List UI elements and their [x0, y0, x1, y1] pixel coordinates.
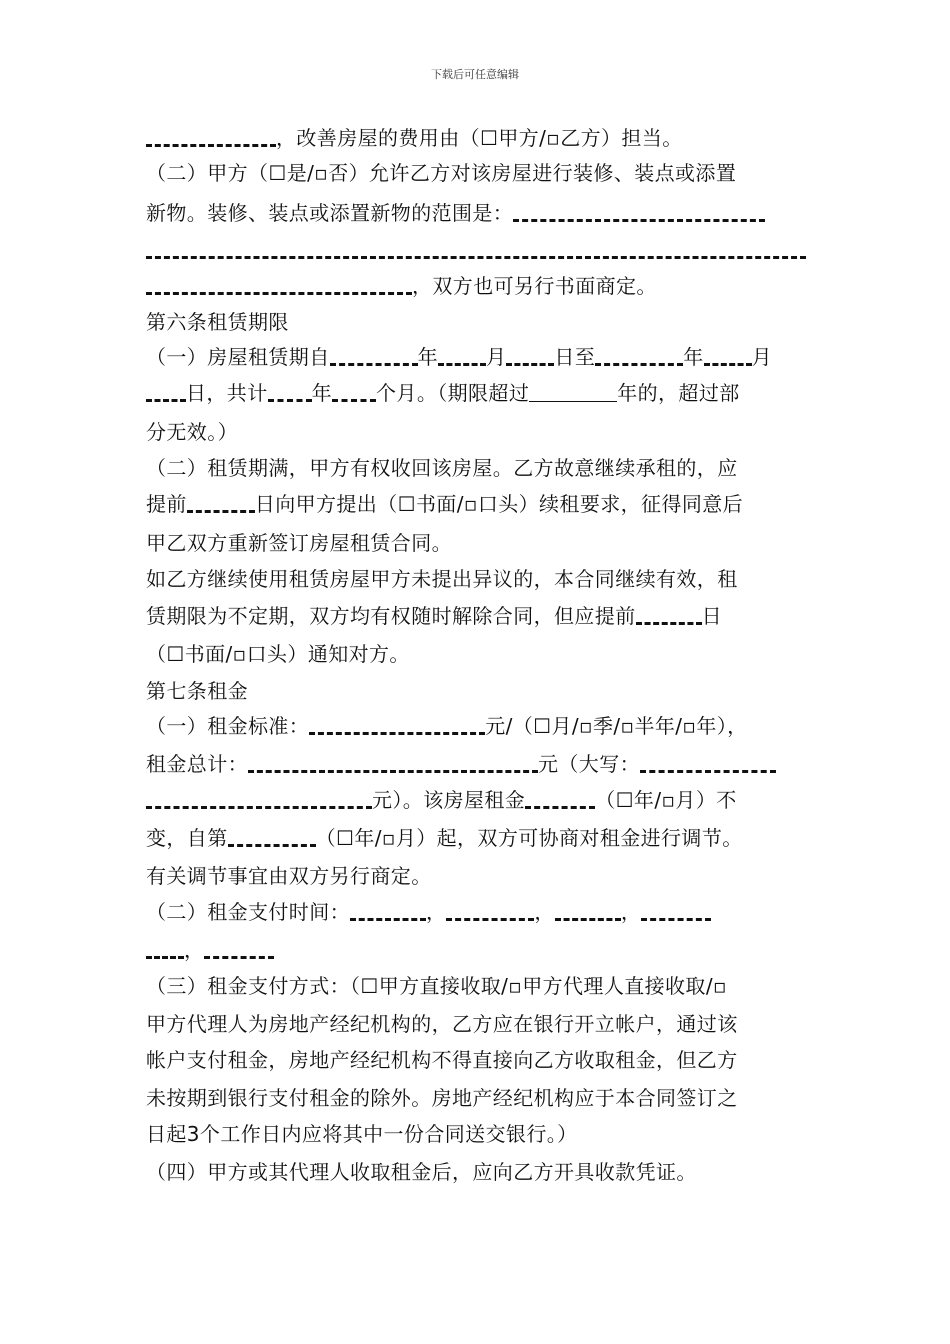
blank-underline: [640, 752, 776, 776]
text-line: 帐户支付租金，房地产经纪机构不得直接向乙方收取租金，但乙方: [146, 1048, 738, 1072]
blank-underline: [248, 752, 538, 776]
text-line: （一）租金标准： 元/（☐月/▫季/▫半年/▫年），: [146, 714, 748, 738]
text-line: 新物。装修、装点或添置新物的范围是：: [146, 201, 765, 225]
text-line: 赁期限为不定期，双方均有权随时解除合同，但应提前 日: [146, 604, 723, 628]
text-line: 分无效。）: [146, 420, 238, 444]
blank-underline: [309, 714, 485, 738]
text-line: （一）房屋租赁期自 年 月 日至 年 月: [146, 345, 773, 369]
blank-underline: [525, 788, 595, 812]
section-heading: 第七条租金: [146, 679, 248, 703]
blank-line: [146, 238, 806, 262]
blank-underline: [529, 381, 617, 405]
text-line: （二）甲方（☐是/▫否）允许乙方对该房屋进行装修、装点或添置: [146, 161, 737, 185]
blank-underline: [513, 201, 765, 225]
section-heading: 第六条租赁期限: [146, 310, 289, 334]
blank-underline: [146, 274, 412, 298]
text-line: 如乙方继续使用租赁房屋甲方未提出异议的，本合同继续有效，租: [146, 567, 738, 591]
text-line: 变，自第 （☐年/▫月）起，双方可协商对租金进行调节。: [146, 826, 743, 850]
blank-underline: [555, 900, 621, 924]
blank-underline: [704, 345, 752, 369]
blank-underline: [146, 238, 806, 262]
text-line: ，: [146, 938, 274, 962]
blank-underline: [641, 900, 711, 924]
text-line: （☐书面/▫口头）通知对方。: [146, 642, 410, 666]
blank-underline: [446, 900, 534, 924]
text-line: 未按期到银行支付租金的除外。房地产经纪机构应于本合同签订之: [146, 1086, 738, 1110]
text-line: 元）。该房屋租金 （☐年/▫月）不: [146, 788, 737, 812]
blank-underline: [438, 345, 486, 369]
text-line: （四）甲方或其代理人收取租金后，应向乙方开具收款凭证。: [146, 1160, 697, 1184]
text-line: （三）租金支付方式：（☐甲方直接收取/▫甲方代理人直接收取/▫: [146, 974, 727, 998]
blank-underline: [146, 938, 184, 962]
text-line: 提前 日向甲方提出（☐书面/▫口头）续租要求，征得同意后: [146, 492, 744, 516]
blank-underline: [187, 492, 255, 516]
blank-underline: [330, 345, 418, 369]
page-header: 下载后可任意编辑: [431, 68, 519, 81]
text-line: ，改善房屋的费用由（☐甲方/▫乙方）担当。: [146, 126, 683, 150]
text-line: 租金总计： 元（大写：: [146, 752, 776, 776]
blank-underline: [350, 900, 426, 924]
blank-underline: [146, 126, 276, 150]
text-line: 有关调节事宜由双方另行商定。: [146, 864, 432, 888]
blank-underline: [146, 381, 186, 405]
blank-underline: [228, 826, 316, 850]
text-line: 日，共计 年 个月。（期限超过 年的，超过部: [146, 381, 740, 405]
text-line: 甲乙双方重新签订房屋租赁合同。: [146, 531, 452, 555]
blank-underline: [332, 381, 376, 405]
blank-underline: [595, 345, 683, 369]
text-line: 日起3个工作日内应将其中一份合同送交银行。）: [146, 1122, 578, 1146]
blank-underline: [506, 345, 554, 369]
text-line: 甲方代理人为房地产经纪机构的，乙方应在银行开立帐户，通过该: [146, 1012, 738, 1036]
blank-underline: [268, 381, 312, 405]
blank-underline: [636, 604, 702, 628]
blank-underline: [204, 938, 274, 962]
blank-underline: [146, 788, 372, 812]
text-line: ，双方也可另行书面商定。: [146, 274, 657, 298]
text-line: （二）租赁期满，甲方有权收回该房屋。乙方故意继续承租的，应: [146, 456, 738, 480]
text-line: （二）租金支付时间： ， ， ，: [146, 900, 711, 924]
